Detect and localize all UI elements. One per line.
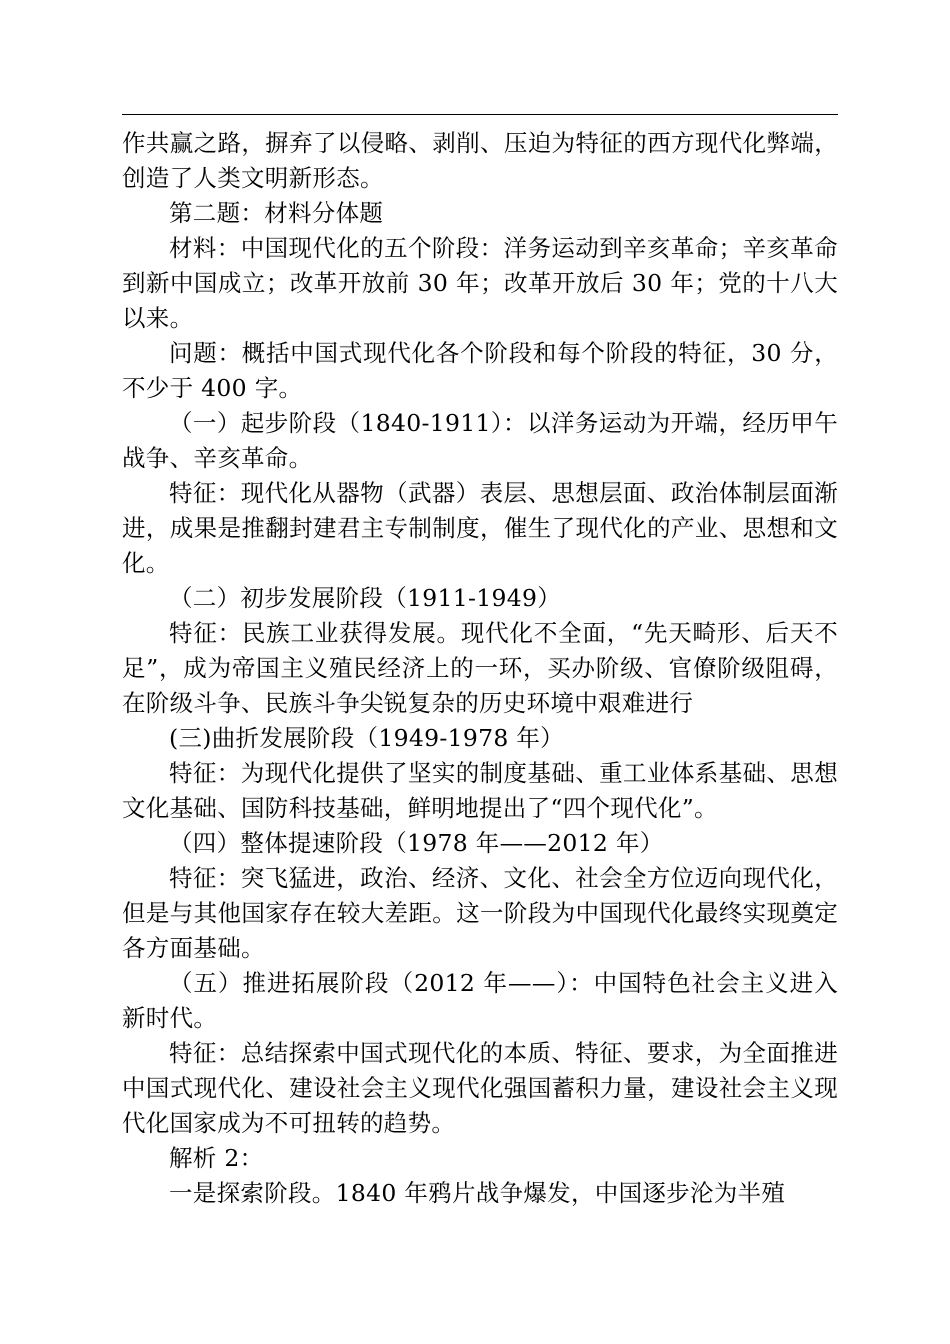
paragraph-continuation: 作共赢之路，摒弃了以侵略、剥削、压迫为特征的西方现代化弊端，创造了人类文明新形态。 [122,129,838,192]
stage-4-features: 特征：突飞猛进，政治、经济、文化、社会全方位迈向现代化，但是与其他国家存在较大差距。这一阶段为中国现代化最终实现奠定各方面基础。 [122,864,838,962]
question-paragraph: 问题：概括中国式现代化各个阶段和每个阶段的特征，30 分，不少于 400 字。 [122,339,838,402]
stage-5-features: 特征：总结探索中国式现代化的本质、特征、要求，为全面推进中国式现代化、建设社会主义现代化强国蓄积力量，建设社会主义现代化国家成为不可扭转的趋势。 [122,1039,838,1137]
stage-2-features: 特征：民族工业获得发展。现代化不全面，“先天畸形、后天不足”，成为帝国主义殖民经济上的一环，买办阶级、官僚阶级阻碍，在阶级斗争、民族斗争尖锐复杂的历史环境中艰难进行 [122,619,838,717]
stage-5-heading: （五）推进拓展阶段（2012 年——）：中国特色社会主义进入新时代。 [122,969,838,1032]
stage-3-heading: (三)曲折发展阶段（1949-1978 年） [169,724,564,752]
stage-1-features: 特征：现代化从器物（武器）表层、思想层面、政治体制层面渐进，成果是推翻封建君主专制制度，催生了现代化的产业、思想和文化。 [122,479,838,577]
analysis-paragraph: 一是探索阶段。1840 年鸦片战争爆发，中国逐步沦为半殖 [169,1179,786,1207]
question-heading: 第二题：材料分体题 [169,199,384,227]
material-paragraph: 材料：中国现代化的五个阶段：洋务运动到辛亥革命；辛亥革命到新中国成立；改革开放前 30 年；改革开放后 30 年；党的十八大以来。 [122,234,838,332]
stage-1-heading: （一）起步阶段（1840-1911）：以洋务运动为开端，经历甲午战争、辛亥革命。 [122,409,838,472]
header-rule [122,114,838,115]
stage-2-heading: （二）初步发展阶段（1911-1949） [169,584,562,612]
document-body [122,126,838,1211]
stage-3-features: 特征：为现代化提供了坚实的制度基础、重工业体系基础、思想文化基础、国防科技基础，鲜明地提出了“四个现代化”。 [122,759,838,822]
analysis-heading: 解析 2： [169,1144,264,1172]
stage-4-heading: （四）整体提速阶段（1978 年——2012 年） [169,829,664,857]
